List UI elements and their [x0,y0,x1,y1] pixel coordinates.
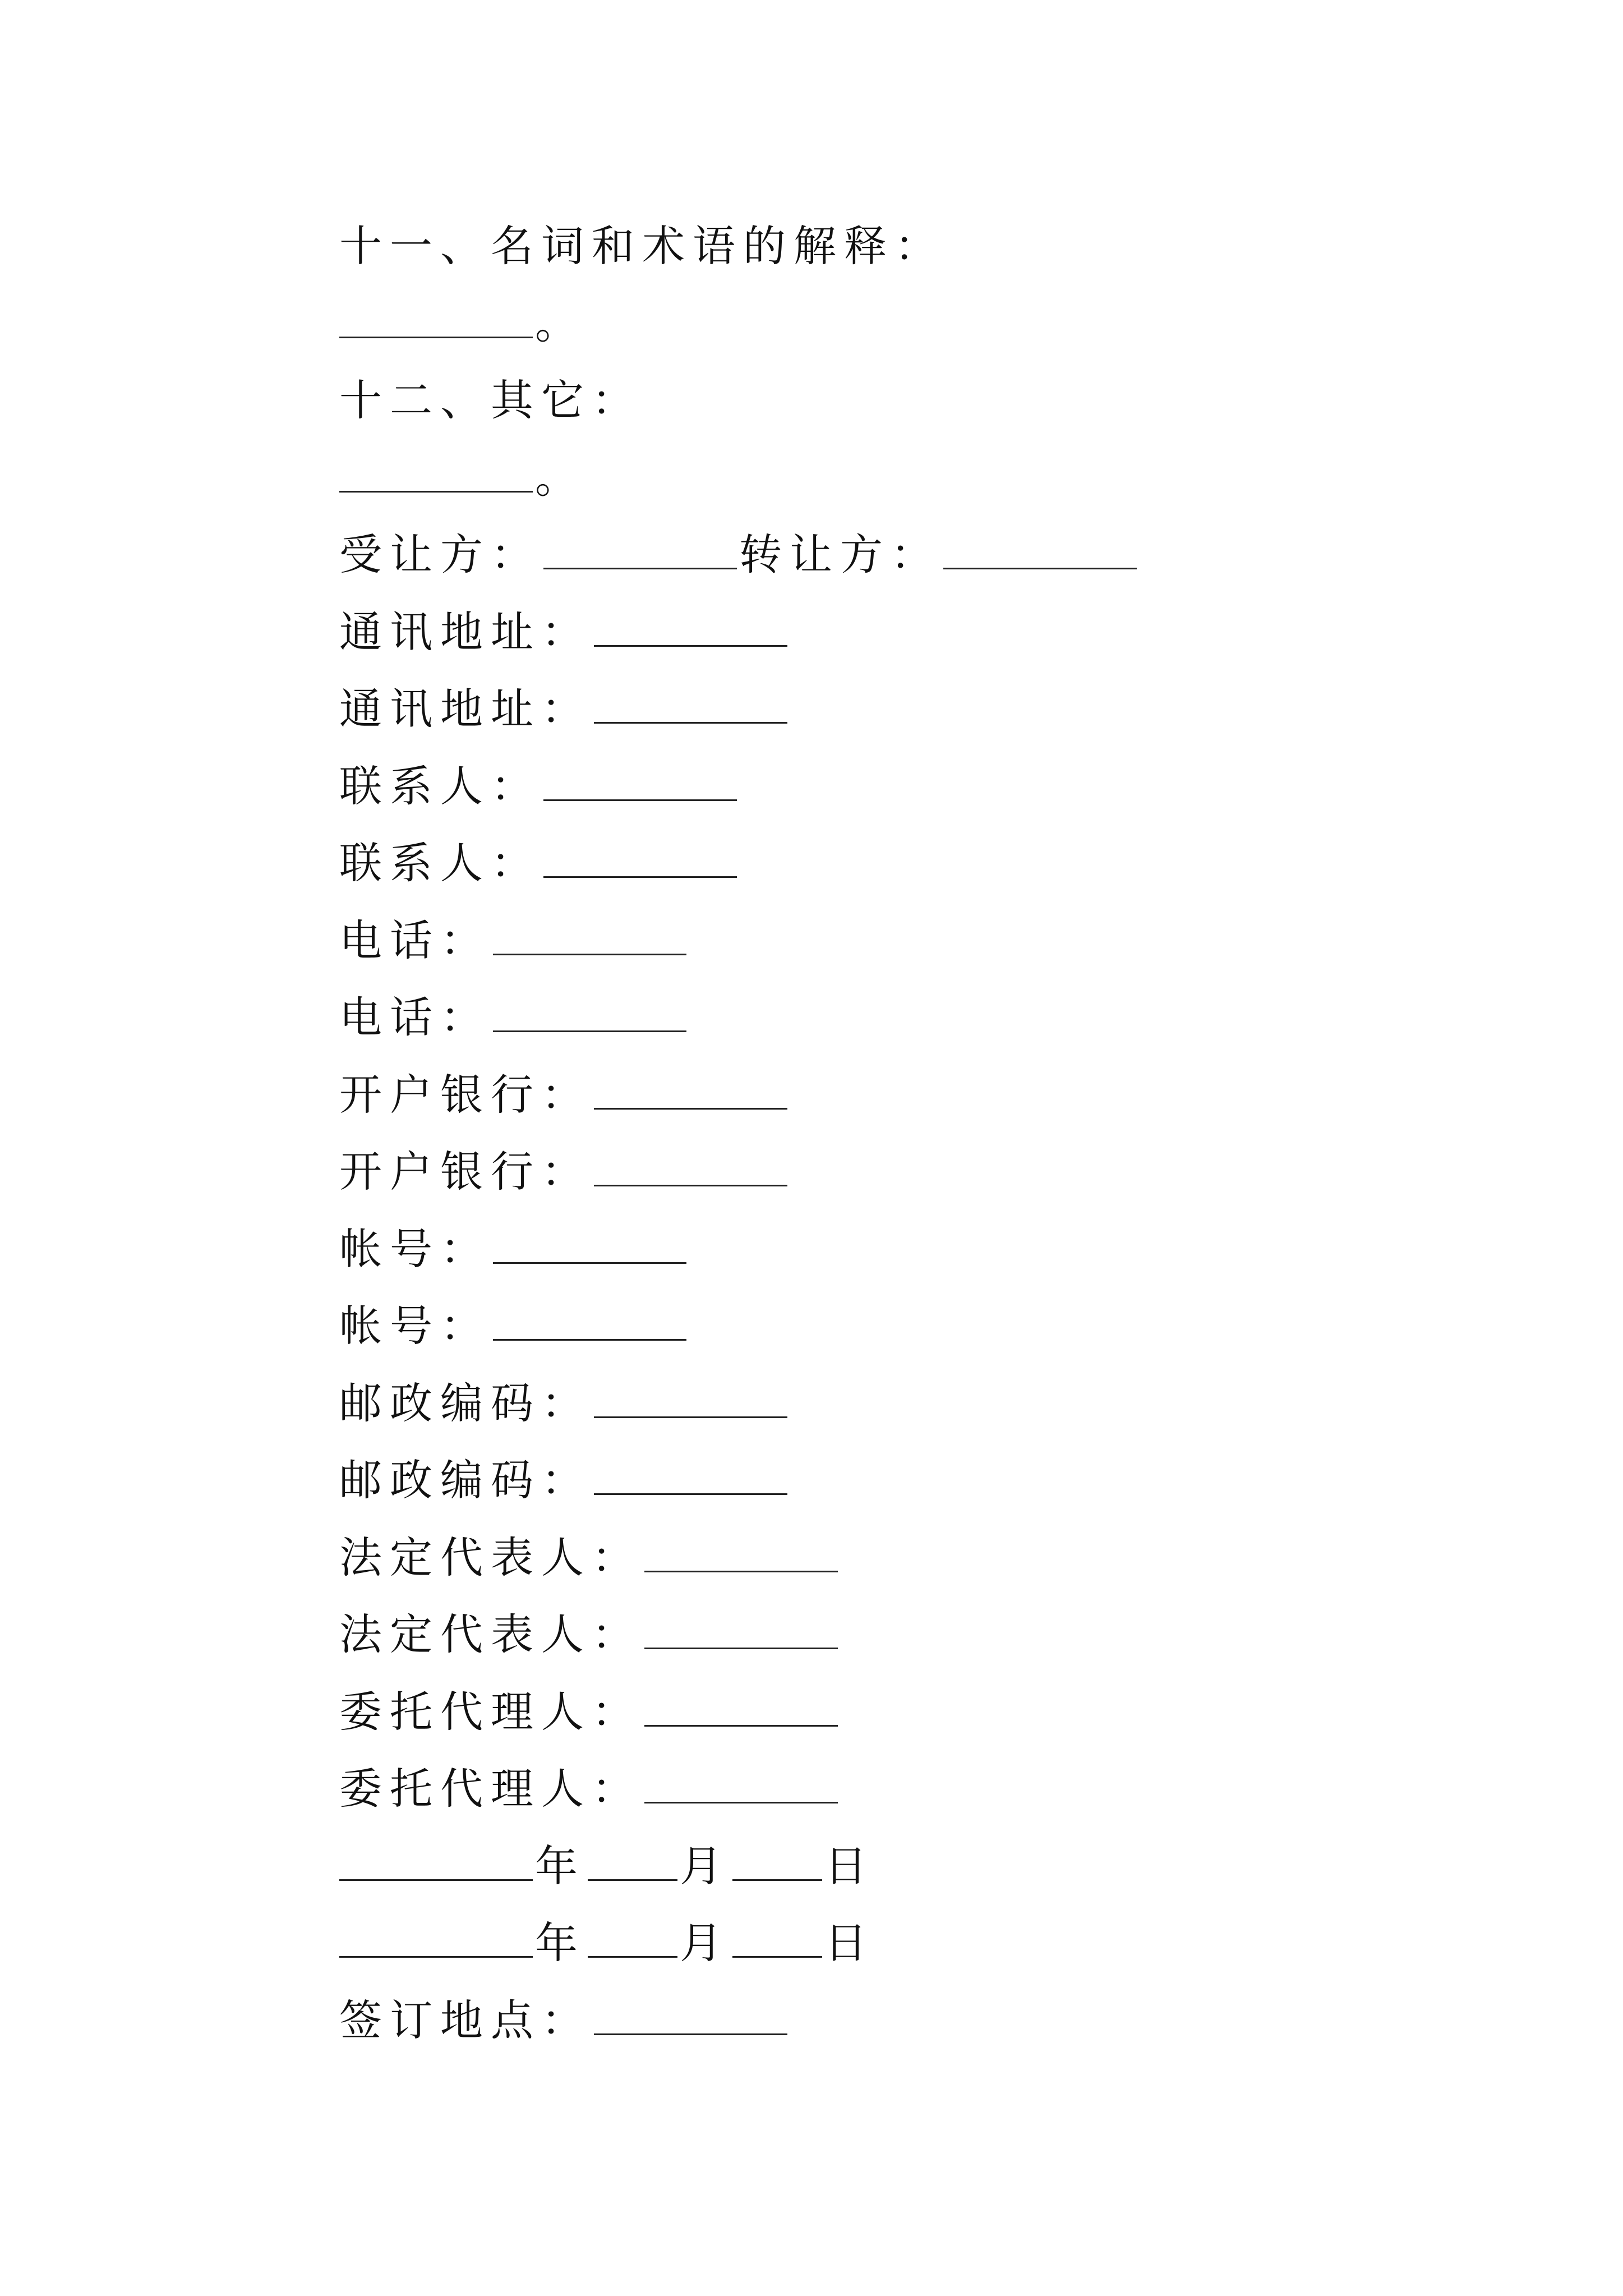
address-blank[interactable] [594,688,787,724]
sign-place-line [339,1982,1139,2059]
contact-label: 联系人： [339,838,541,888]
month-blank[interactable] [588,1846,677,1881]
document-body [339,208,1139,2059]
account-line-1 [339,1211,1139,1288]
section-12-heading [339,362,1139,439]
bank-blank[interactable] [594,1151,787,1186]
month-blank[interactable] [588,1922,677,1958]
phone-line-1 [339,902,1139,979]
account-blank[interactable] [493,1305,686,1341]
account-label: 帐号： [339,1223,491,1274]
section-11-title: 十一、名词和术语的解释： [339,221,945,271]
phone-label: 电话： [339,915,491,965]
postcode-line-1 [339,1365,1139,1442]
sign-place-blank[interactable] [594,2000,787,2035]
legal-rep-line-1 [339,1519,1139,1596]
section-11-heading [339,208,1139,285]
section-12-title: 十二、其它： [339,375,642,425]
address-line-2 [339,670,1139,748]
agent-label: 委托代理人： [339,1686,642,1737]
account-line-2 [339,1287,1139,1365]
year-label: 年 [535,1841,585,1891]
bank-label: 开户银行： [339,1147,592,1197]
postcode-line-2 [339,1442,1139,1519]
agent-label: 委托代理人： [339,1764,642,1814]
phone-label: 电话： [339,992,491,1042]
address-line-1 [339,593,1139,671]
agent-blank[interactable] [644,1691,838,1727]
address-label: 通讯地址： [339,684,592,734]
legal-rep-blank[interactable] [644,1537,838,1572]
legal-rep-label: 法定代表人： [339,1609,642,1659]
parties-line [339,516,1139,593]
phone-blank[interactable] [493,920,686,955]
month-label: 月 [680,1841,730,1891]
transferee-label: 受让方： [339,530,541,579]
agent-line-2 [339,1750,1139,1828]
postcode-label: 邮政编码： [339,1455,592,1505]
month-label: 月 [680,1918,730,1968]
transferee-blank[interactable] [543,534,737,569]
legal-rep-blank[interactable] [644,1614,838,1649]
phone-blank[interactable] [493,997,686,1032]
legal-rep-line-2 [339,1596,1139,1673]
contact-blank[interactable] [543,843,737,878]
bank-line-2 [339,1133,1139,1211]
period: 。 [535,452,585,503]
sign-place-label: 签订地点： [339,1995,592,2045]
contact-line-1 [339,748,1139,825]
address-blank[interactable] [594,611,787,647]
date-line-2 [339,1904,1139,1982]
year-label: 年 [535,1918,585,1968]
section-11-fill-line [339,285,1139,362]
year-blank[interactable] [339,1846,533,1881]
day-blank[interactable] [732,1922,822,1958]
postcode-blank[interactable] [594,1383,787,1418]
agent-blank[interactable] [644,1768,838,1803]
legal-rep-label: 法定代表人： [339,1532,642,1582]
day-blank[interactable] [732,1846,822,1881]
transferor-blank[interactable] [943,534,1137,569]
day-label: 日 [824,1841,875,1891]
postcode-label: 邮政编码： [339,1378,592,1428]
transferor-label: 转让方： [739,530,941,579]
account-blank[interactable] [493,1228,686,1264]
blank-field[interactable] [339,303,533,338]
contact-label: 联系人： [339,761,541,811]
bank-line-1 [339,1056,1139,1134]
year-blank[interactable] [339,1922,533,1958]
period: 。 [535,298,585,348]
bank-label: 开户银行： [339,1069,592,1120]
contact-blank[interactable] [543,766,737,801]
bank-blank[interactable] [594,1074,787,1110]
account-label: 帐号： [339,1301,491,1351]
section-12-fill-line [339,439,1139,517]
date-line-1 [339,1828,1139,1905]
day-label: 日 [824,1918,875,1968]
address-label: 通讯地址： [339,606,592,657]
agent-line-1 [339,1673,1139,1751]
phone-line-2 [339,979,1139,1056]
blank-field[interactable] [339,457,533,493]
postcode-blank[interactable] [594,1460,787,1495]
contact-line-2 [339,825,1139,902]
